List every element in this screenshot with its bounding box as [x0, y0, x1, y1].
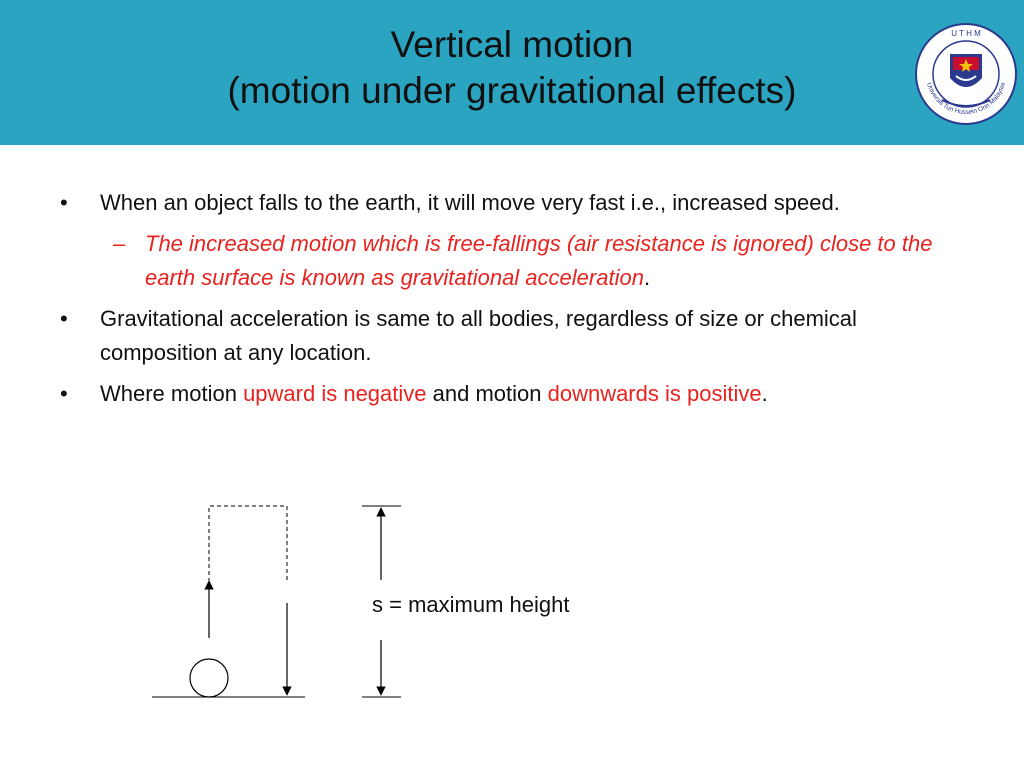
dash-icon: – [113, 231, 126, 256]
text-part: Where motion [100, 381, 244, 406]
slide-title-line-2: (motion under gravitational effects) [227, 70, 797, 111]
logo-text: Universiti Tun Hussein Onn Malaysia [925, 81, 1007, 117]
ball-icon [190, 659, 228, 697]
bullet-icon: • [60, 306, 68, 331]
slide-title-line-1: Vertical motion [390, 24, 634, 65]
logo-letters: U T H M [951, 29, 981, 38]
bullet-icon: • [60, 190, 68, 215]
max-height-label: s = maximum height [372, 592, 570, 617]
upward-negative-text: upward is negative [243, 381, 427, 406]
text-part: and motion [426, 381, 548, 406]
sub-item-text: The increased motion which is free-fallings (air resistance is ignored) close to the earth surface is known as gravitational acceleration [145, 231, 933, 290]
bullet-icon: • [60, 381, 68, 406]
trajectory-dashed-line [209, 506, 287, 582]
downward-positive-text: downwards is positive [547, 381, 762, 406]
list-item-text: Gravitational acceleration is same to all bodies, regardless of size or chemical composition at any location. [100, 306, 857, 365]
list-item-text: When an object falls to the earth, it will move very fast i.e., increased speed. [100, 190, 840, 215]
text-part: . [761, 381, 768, 406]
sub-item-end: . [643, 265, 651, 290]
